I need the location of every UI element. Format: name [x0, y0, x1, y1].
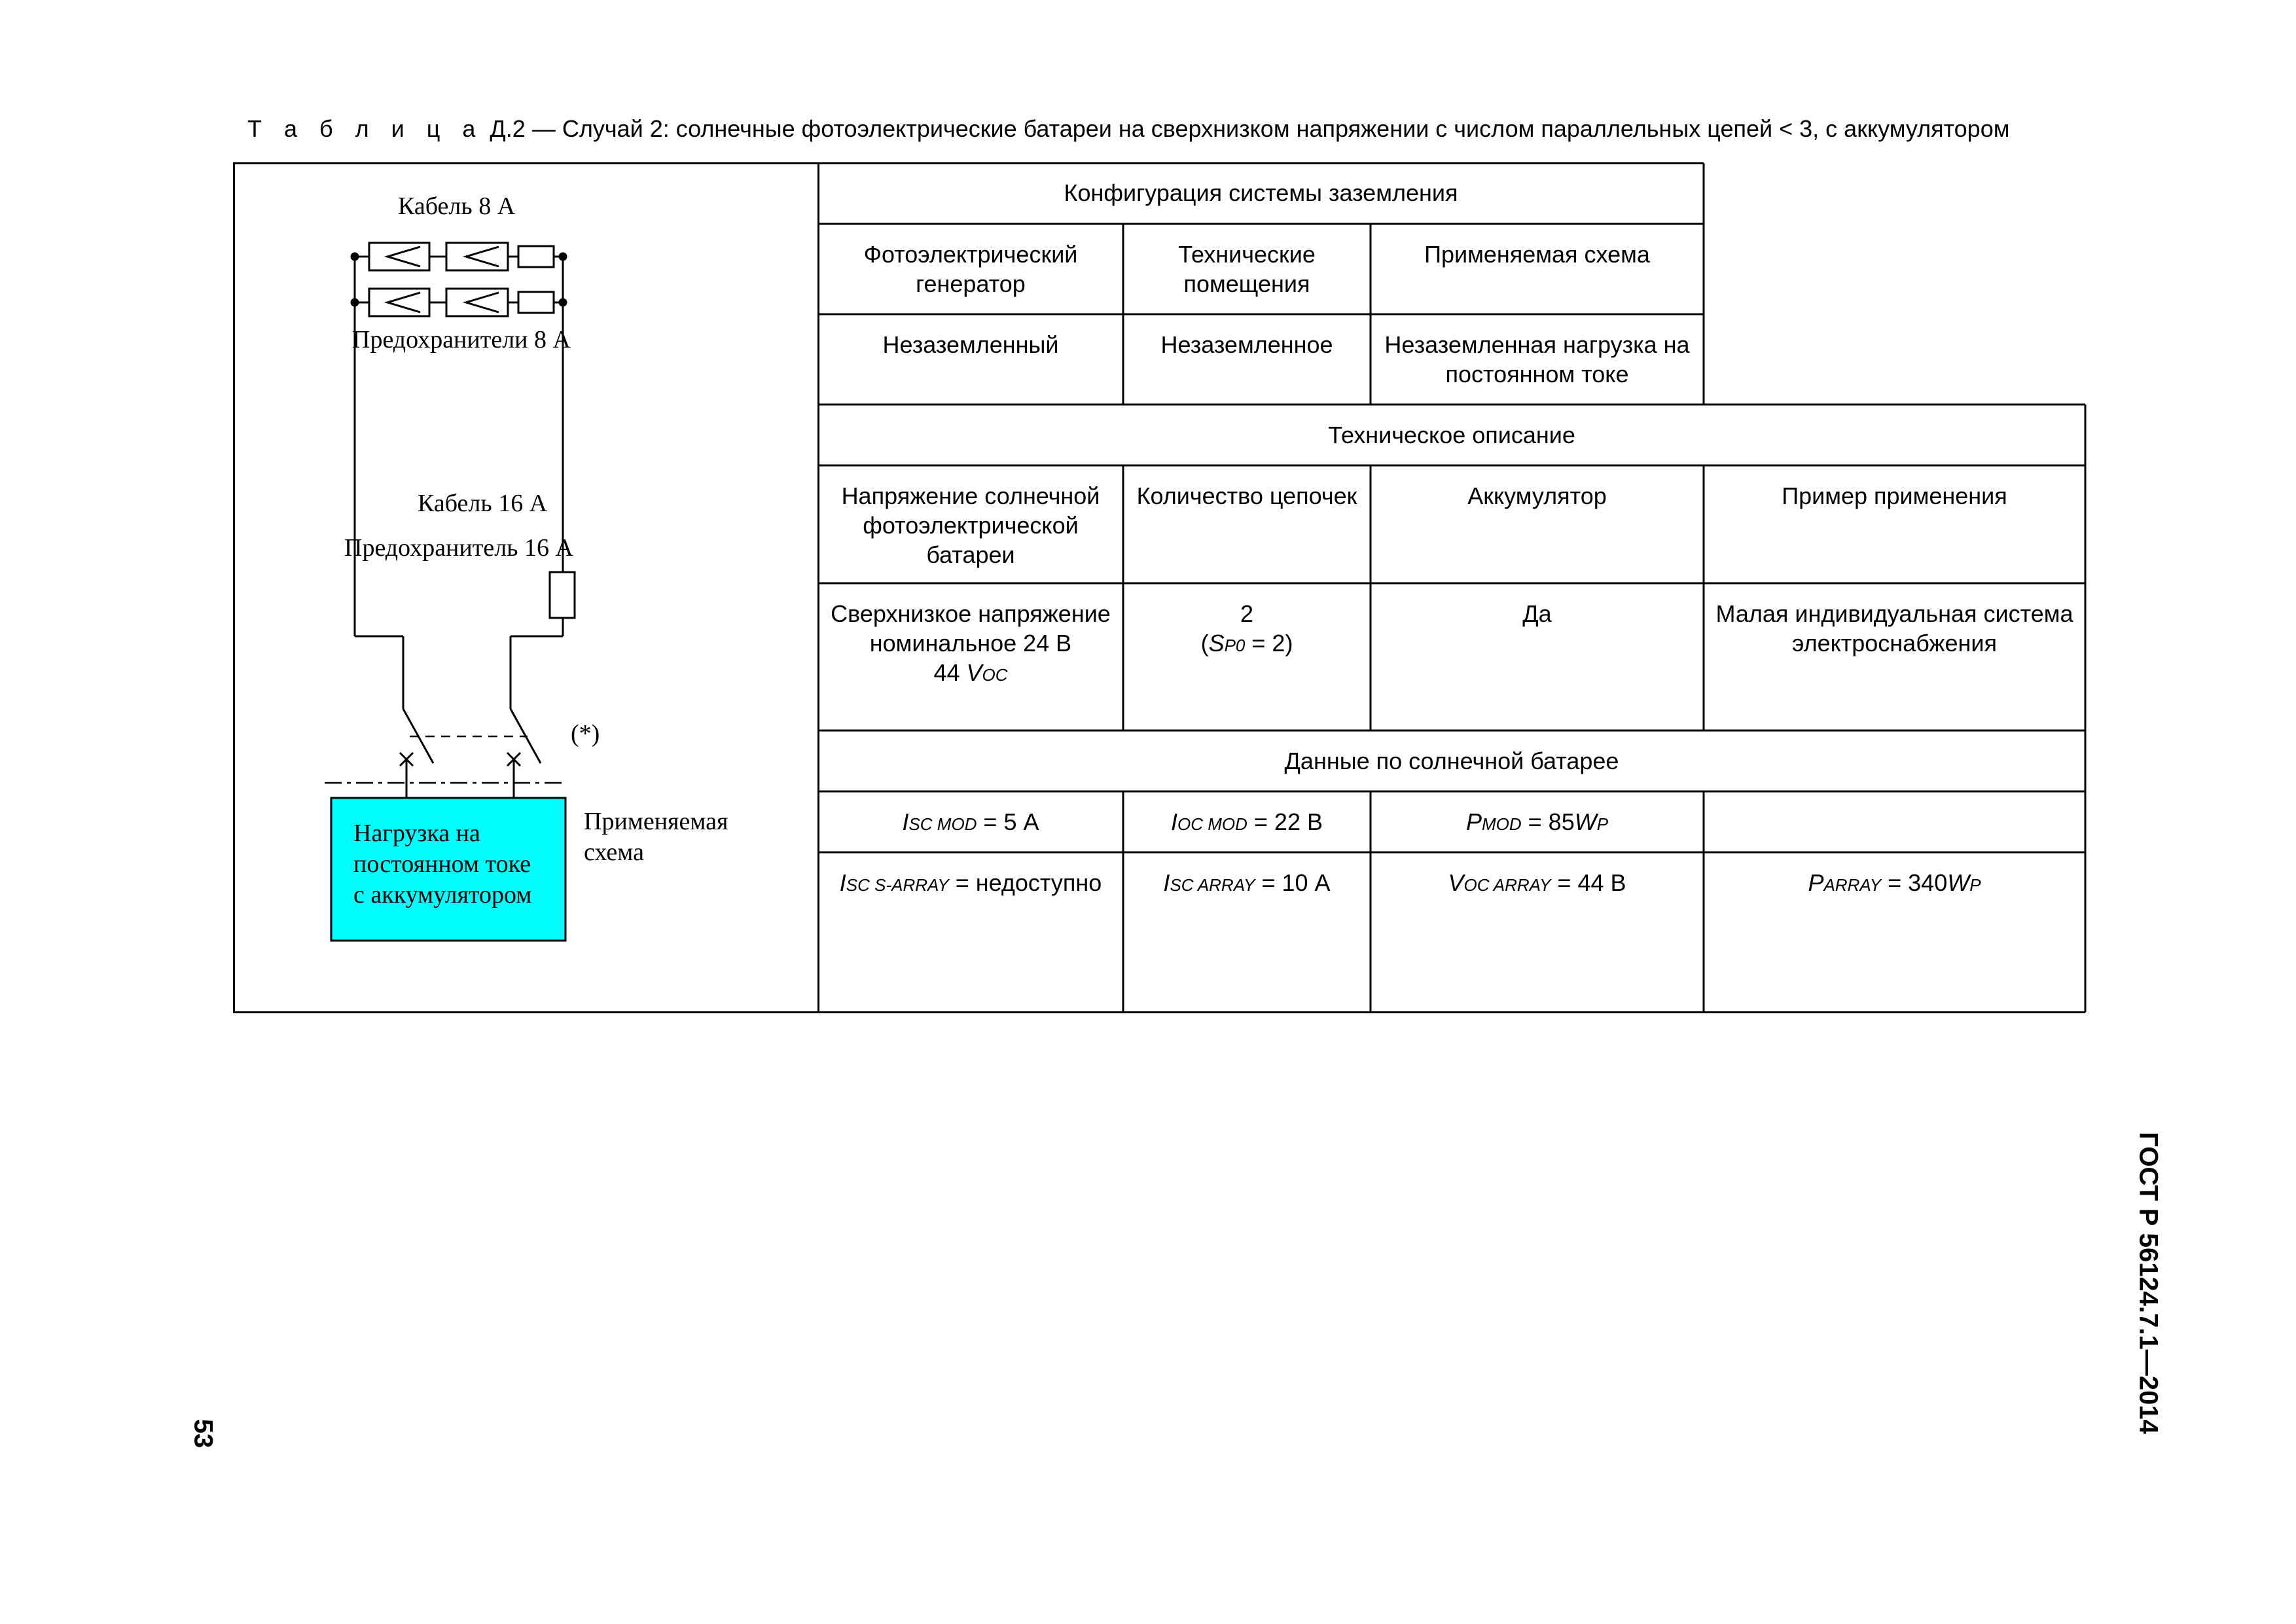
- p-mod: [1371, 807, 1704, 839]
- symbol: P: [1465, 808, 1482, 835]
- value: = 22 В: [1247, 808, 1323, 835]
- label-fuse-16a: Предохранитель 16 А: [344, 534, 573, 562]
- strings-sp0: [1128, 628, 1365, 660]
- label-cable-8a: Кабель 8 А: [398, 192, 516, 220]
- applied-scheme-line: схема: [584, 839, 644, 866]
- ioc-mod: [1123, 807, 1371, 839]
- sp0-symbol: S: [1208, 630, 1225, 657]
- page-number-text: 53: [188, 1418, 218, 1449]
- subscript: SC S-ARRAY: [846, 875, 949, 895]
- grounding-header: Конфигурация системы заземления: [1064, 179, 1458, 206]
- subscript: SC MOD: [908, 814, 977, 834]
- applied-scheme-line: Применяемая: [584, 808, 728, 835]
- symbol: P: [1808, 869, 1824, 896]
- sp0-rest: = 2): [1245, 630, 1293, 657]
- junction-dot: [351, 253, 358, 260]
- table-caption: [247, 115, 2009, 143]
- subscript: OC MOD: [1177, 814, 1247, 834]
- voc-number: 44: [933, 659, 960, 686]
- technical-col-strings: Количество цепочек: [1136, 482, 1357, 509]
- pv-string-2: [369, 289, 554, 316]
- label-asterisk: (*): [571, 720, 600, 748]
- pv-module-icon: [369, 243, 429, 270]
- p-array: [1704, 868, 2085, 900]
- technical-col-application: Пример применения: [1782, 482, 2007, 509]
- load-label-line: с аккумулятором: [353, 881, 532, 909]
- value: = 44 В: [1551, 869, 1626, 896]
- unit-symbol: W: [1947, 869, 1970, 896]
- pv-module-icon: [369, 289, 429, 316]
- table-frame: [233, 162, 2087, 1013]
- technical-val-voltage: [818, 599, 1123, 690]
- grounding-val-pv-generator: Незаземленный: [882, 331, 1059, 358]
- grounding-col-applied-scheme: Применяемая схема: [1424, 241, 1650, 268]
- technical-col-battery: Аккумулятор: [1467, 482, 1607, 509]
- fuse-16a-icon: [550, 572, 575, 618]
- value: = 340: [1881, 869, 1948, 896]
- technical-header: Техническое описание: [1328, 422, 1575, 448]
- sp0-open: (: [1200, 630, 1209, 657]
- technical-val-battery: Да: [1522, 600, 1552, 627]
- fuse-8a-icon: [518, 292, 554, 313]
- symbol: I: [902, 808, 909, 835]
- symbol: I: [839, 869, 846, 896]
- technical-val-strings: [1123, 599, 1371, 660]
- value: = недоступно: [948, 869, 1102, 896]
- label-fuses-8a: Предохранители 8 А: [352, 326, 571, 353]
- subscript: MOD: [1481, 814, 1522, 834]
- grounding-val-applied-scheme: Незаземленная нагрузка на постоянном токе: [1384, 331, 1690, 388]
- value: = 85: [1521, 808, 1575, 835]
- technical-col-voltage: Напряжение солнечной фотоэлектрической батареи: [841, 482, 1100, 568]
- symbol: I: [1171, 808, 1178, 835]
- isc-mod: [818, 807, 1123, 839]
- subscript: SC ARRAY: [1170, 875, 1255, 895]
- symbol: I: [1163, 869, 1170, 896]
- strings-count: 2: [1240, 600, 1254, 627]
- voc-subscript: OC: [982, 665, 1008, 685]
- caption-label: Т а б л и ц а: [247, 115, 484, 142]
- grounding-col-technical-rooms: Технические помещения: [1178, 241, 1316, 297]
- unit-symbol: W: [1574, 808, 1597, 835]
- standard-designation-text: ГОСТ Р 56124.7.1—2014: [2134, 1132, 2163, 1434]
- voltage-text: Сверхнизкое напряжение номинальное 24 В: [831, 600, 1111, 657]
- isc-array: [1123, 868, 1371, 900]
- junction-dot: [560, 253, 566, 260]
- subscript: ARRAY: [1823, 875, 1882, 895]
- unit-subscript: P: [1969, 875, 1981, 895]
- value: = 10 А: [1255, 869, 1331, 896]
- subscript: OC ARRAY: [1463, 875, 1551, 895]
- value: = 5 А: [977, 808, 1039, 835]
- load-label-line: Нагрузка на: [353, 820, 480, 847]
- label-cable-16a: Кабель 16 А: [418, 490, 548, 517]
- applied-scheme-label: [584, 806, 728, 868]
- sp0-subscript: P0: [1224, 636, 1246, 655]
- junction-dot: [351, 299, 358, 306]
- page-number: [183, 1407, 223, 1460]
- symbol: V: [1448, 869, 1464, 896]
- technical-val-application: Малая индивидуальная система электроснабжения: [1715, 600, 2073, 657]
- load-label-line: постоянном токе: [353, 850, 531, 878]
- grounding-col-pv-generator: Фотоэлектрический генератор: [863, 241, 1078, 297]
- voltage-voc: [823, 658, 1118, 690]
- junction-dot: [560, 299, 566, 306]
- load-label: [353, 818, 531, 911]
- fuse-8a-icon: [518, 246, 554, 267]
- isc-s-array: [818, 868, 1123, 900]
- pv-string-1: [369, 243, 554, 270]
- voc-array: [1371, 868, 1704, 900]
- battery-data-header: Данные по солнечной батарее: [1284, 748, 1619, 774]
- standard-designation: [2128, 1126, 2168, 1440]
- caption-text: Д.2 — Случай 2: солнечные фотоэлектрические батареи на сверхнизком напряжении с числом параллельных цепей < 3, с аккумулятором: [483, 115, 2010, 142]
- voc-symbol: V: [966, 659, 982, 686]
- unit-subscript: P: [1596, 814, 1609, 834]
- grounding-val-technical-rooms: Незаземленное: [1160, 331, 1333, 358]
